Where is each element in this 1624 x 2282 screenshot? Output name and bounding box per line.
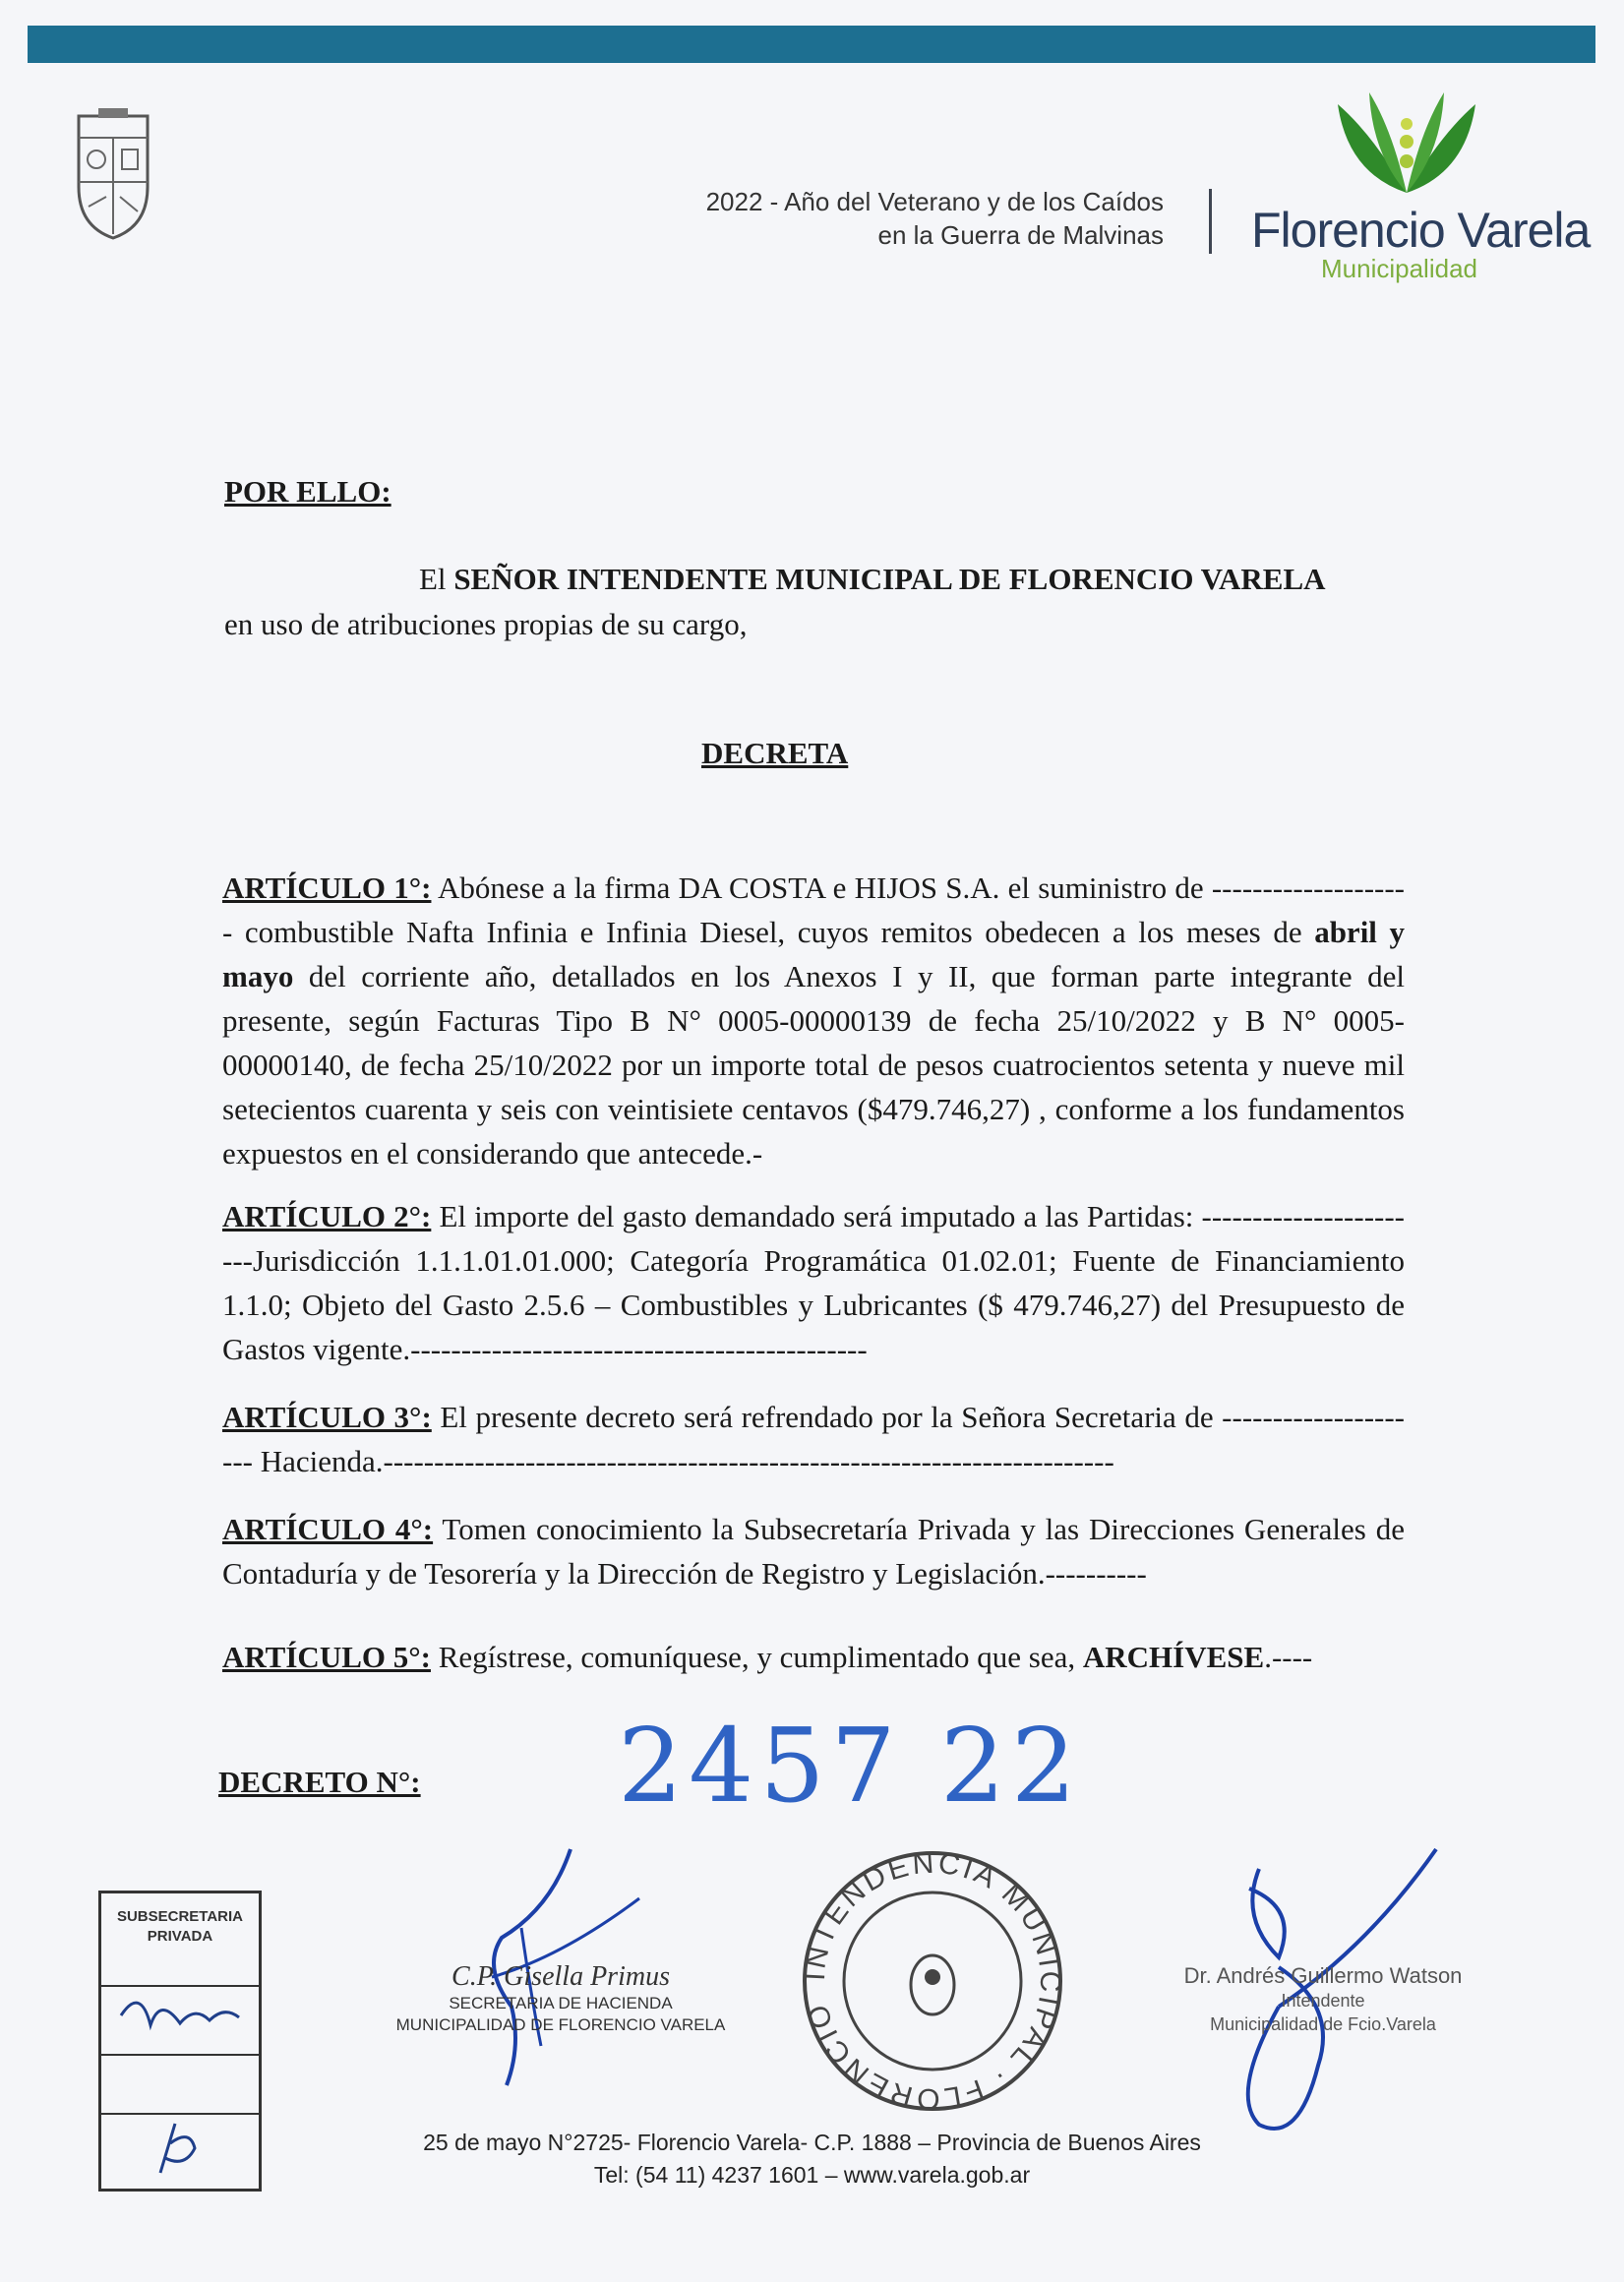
- decreto-number-stamp: 2457 22: [618, 1706, 1083, 1826]
- article-label: ARTÍCULO 3°:: [222, 1400, 432, 1434]
- secretaria-role-1: SECRETARIA DE HACIENDA: [449, 1994, 673, 2012]
- svg-text:INTENDENCIA MUNICIPAL · FLOREN: [787, 1822, 1067, 2115]
- tagline-line-1: 2022 - Año del Veterano y de los Caídos: [705, 187, 1164, 216]
- year-tagline: [706, 185, 1164, 252]
- article-4: [222, 1507, 1405, 1595]
- decreto-label: DECRETO N°:: [218, 1765, 421, 1799]
- stamp-title-line-2: PRIVADA: [147, 1928, 213, 1945]
- article-label: ARTÍCULO 4°:: [222, 1512, 434, 1546]
- article-text: Tomen conocimiento la Subsecretaría Privada y las Direcciones Generales de Contaduría y de Tesorería y la Dirección de Registro y Legislación.----------: [222, 1512, 1405, 1591]
- coat-of-arms-icon: [69, 108, 157, 246]
- intendente-role-1: Intendente: [1281, 1991, 1365, 2011]
- article-text: Regístrese, comuníquese, y cumplimentado que sea,: [430, 1640, 1083, 1674]
- decreta-heading: DECRETA: [701, 736, 849, 770]
- article-text: del corriente año, detallados en los Anexos I y II, que forman parte integrante del presente, según Facturas Tipo B N° 0005-00000139 de fecha 25/10/2022 y B N° 0005-00000140, de fecha 25/10/2022 por un importe total de pesos cuatrocientos setenta y nueve mil setecientos cuarenta y seis con veintisiete centavos ($479.746,27) , conforme a los fundamentos expuestos en el considerando que antecede.-: [222, 959, 1405, 1171]
- intro-line-2: en uso de atribuciones propias de su cargo,: [224, 607, 748, 641]
- intro-title: SEÑOR INTENDENTE MUNICIPAL DE FLORENCIO VARELA: [453, 562, 1326, 596]
- article-bold-text: ARCHÍVESE: [1082, 1640, 1265, 1674]
- intendente-role-2: Municipalidad de Fcio.Varela: [1210, 2014, 1436, 2034]
- secretaria-role-2: MUNICIPALIDAD DE FLORENCIO VARELA: [395, 2015, 726, 2034]
- article-text: Abónese a la firma DA COSTA e HIJOS S.A. el suministro de -------------------- combustible Nafta Infinia e Infinia Diesel, cuyos remitos obedecen a los meses de: [222, 871, 1405, 949]
- footer-line-1: 25 de mayo N°2725- Florencio Varela- C.P. 1888 – Provincia de Buenos Aires: [423, 2130, 1201, 2155]
- intendente-signature-block: [1161, 1963, 1485, 2036]
- logo-subtitle: Municipalidad: [1321, 254, 1477, 283]
- article-text: .----: [1264, 1640, 1313, 1674]
- header-bar: [28, 26, 1595, 63]
- stamp-title-line-1: SUBSECRETARIA: [116, 1908, 244, 1925]
- logo-name: Florencio Varela: [1251, 203, 1591, 258]
- article-label: ARTÍCULO 1°:: [222, 871, 432, 905]
- article-2: [222, 1194, 1405, 1371]
- footer-address: [0, 2127, 1624, 2192]
- article-label: ARTÍCULO 2°:: [222, 1199, 432, 1233]
- article-1: [222, 866, 1405, 1175]
- article-bold-text: abril y mayo: [222, 915, 1405, 993]
- article-3: [222, 1395, 1405, 1483]
- florencio-varela-leaf-logo-icon: [1328, 85, 1485, 203]
- tagline-line-2: en la Guerra de Malvinas: [877, 220, 1164, 250]
- secretaria-name: C.P. Gisella Primus: [451, 1961, 670, 1992]
- footer-line-2: Tel: (54 11) 4237 1601 – www.varela.gob.ar: [593, 2162, 1031, 2188]
- secretaria-signature-block: [374, 1961, 748, 2036]
- intendencia-municipal-seal-icon: [786, 1822, 1067, 2116]
- por-ello-heading: POR ELLO:: [224, 474, 391, 509]
- intendente-name: Dr. Andrés Guillermo Watson: [1183, 1963, 1463, 1988]
- article-text: El importe del gasto demandado será imputado a las Partidas: -----------------------Jurisdicción 1.1.1.01.01.000; Categoría Programática 01.02.01; Fuente de Financiamiento 1.1.0; Objeto del Gasto 2.5.6 – Combustibles y Lubricantes ($ 479.746,27) del Presupuesto de Gastos vigente.---------------------------------------------: [222, 1199, 1405, 1366]
- article-label: ARTÍCULO 5°:: [222, 1640, 431, 1674]
- article-5: [222, 1635, 1405, 1679]
- header-divider: [1209, 189, 1212, 254]
- seal-text: INTENDENCIA MUNICIPAL · FLORENCIO VARELA ·: [786, 1822, 1067, 2116]
- article-text: El presente decreto será refrendado por la Señora Secretaria de --------------------- Hacienda.------------------------------------------------------------------------: [222, 1400, 1405, 1478]
- intro-paragraph: [224, 557, 1405, 647]
- intro-prefix: El: [419, 562, 454, 596]
